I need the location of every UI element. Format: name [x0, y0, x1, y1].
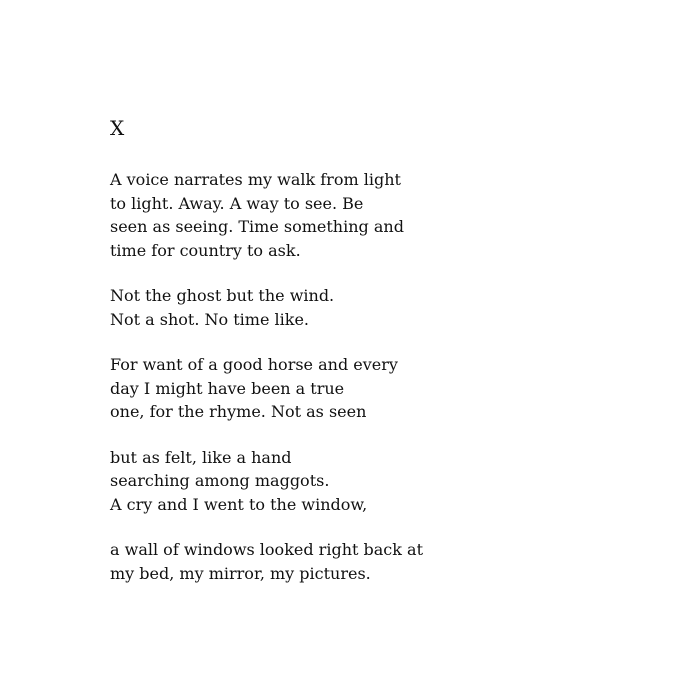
poem-line: A cry and I went to the window,	[110, 494, 368, 514]
stanza-4	[110, 446, 530, 517]
stanza-2	[110, 284, 530, 331]
poem-line: to light. Away. A way to see. Be	[110, 193, 364, 213]
poem-title: X	[110, 116, 125, 140]
stanza-3	[110, 353, 530, 424]
poem-line: Not the ghost but the wind.	[110, 286, 335, 305]
poem-line: one, for the rhyme. Not as seen	[110, 402, 367, 421]
poem-line: Not a shot. No time like.	[110, 309, 309, 329]
poem-line: For want of a good horse and every	[110, 355, 398, 374]
stanza-1	[110, 168, 530, 262]
poem-line: A voice narrates my walk from light	[110, 170, 401, 189]
poem-line: seen as seeing. Time something and	[110, 217, 404, 236]
poem-line: searching among maggots.	[110, 471, 330, 490]
poem-line: time for country to ask.	[110, 240, 301, 260]
poem	[110, 116, 530, 607]
poem-line: day I might have been a true	[110, 378, 345, 398]
poem-line: my bed, my mirror, my pictures.	[110, 563, 371, 583]
poem-line: but as felt, like a hand	[110, 447, 292, 467]
stanza-5	[110, 538, 530, 585]
poem-line: a wall of windows looked right back at	[110, 540, 423, 559]
